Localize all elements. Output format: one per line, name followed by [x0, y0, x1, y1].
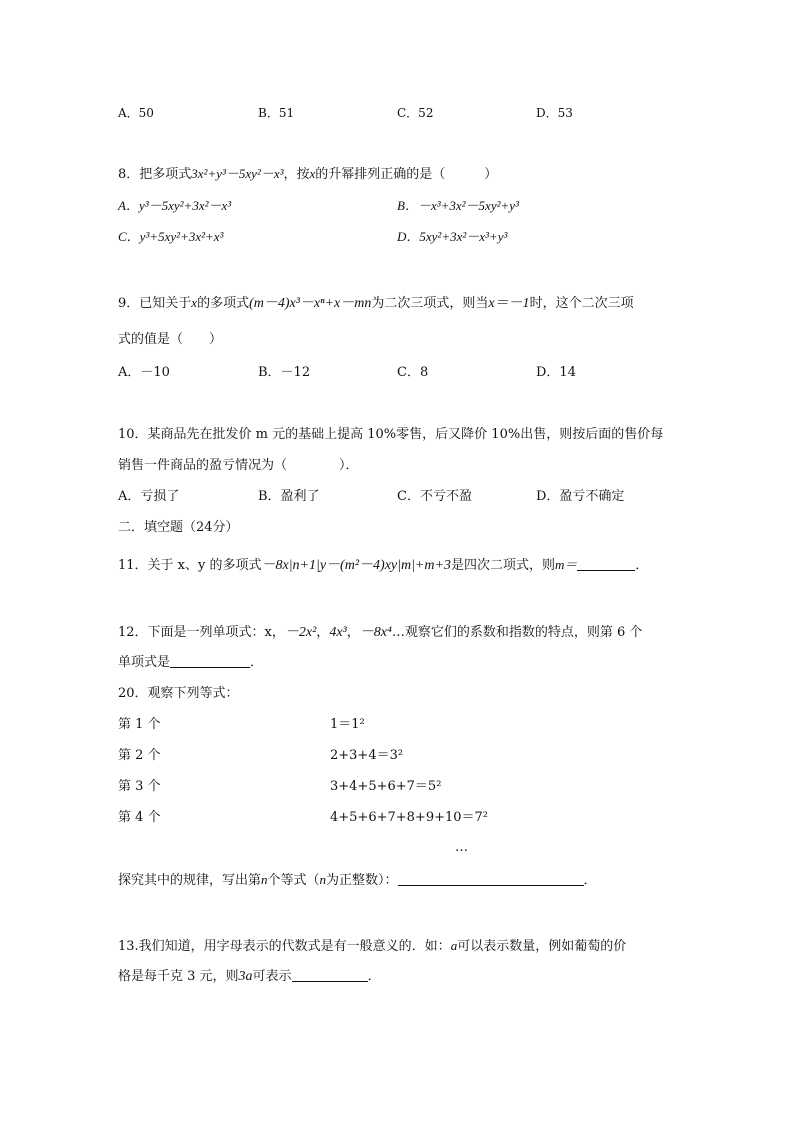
q9-condition: x＝－1 — [488, 296, 530, 311]
q10-stem-line2: 销售一件商品的盈亏情况为（ ）． — [118, 458, 359, 473]
q9-option-d: D．14 — [536, 365, 576, 380]
q13-stem-line1: 13.我们知道，用字母表示的代数式是有一般意义的．如：a可以表示数量，例如葡萄的价 — [118, 938, 627, 954]
q20-answer-blank[interactable] — [398, 873, 584, 886]
section-title-fill-in: 二．填空题（24分） — [118, 520, 239, 535]
q12-stem-line1: 12．下面是一列单项式：x，－2x²，4x³，－8x⁴…观察它们的系数和指数的特点，则第 6 个 — [118, 625, 643, 640]
q8-option-b: B．－x³+3x²－5xy²+y³ — [397, 198, 519, 213]
q10-option-d: D．盈亏不确定 — [536, 489, 625, 504]
q9-polynomial: (m－4)x³－xⁿ+x－mn — [249, 296, 372, 311]
q9-stem-line2: 式的值是（ ） — [118, 332, 223, 347]
q9-stem-line1: 9．已知关于x的多项式(m－4)x³－xⁿ+x－mn为二次三项式，则当x＝－1时，这个二次三项 — [118, 295, 634, 311]
q20-title: 20．观察下列等式： — [118, 686, 239, 701]
q9-option-b: B．－12 — [258, 365, 311, 380]
q8-stem: 8．把多项式3x²+y³－5xy²－x³，按x的升幂排列正确的是（ ） — [118, 166, 498, 182]
q13-stem-line2: 格是每千克 3 元，则3a可表示 ． — [118, 969, 381, 984]
q13-answer-blank[interactable] — [292, 969, 368, 982]
q11-stem: 11．关于 x、y 的多项式－8x|n+1|y－(m²－4)xy|m|+m+3是四次二项式，则m＝ ． — [118, 557, 649, 573]
q11-polynomial: －8x|n+1|y－(m²－4)xy|m|+m+3 — [261, 558, 451, 573]
q20-row-equation: 4+5+6+7+8+9+10＝7² — [330, 810, 489, 825]
q10-option-a: A．亏损了 — [118, 489, 180, 504]
q9-option-c: C．8 — [397, 365, 429, 380]
q8-option-a: A．y³－5xy²+3x²－x³ — [118, 198, 232, 213]
q20-row-equation: 2+3+4＝3² — [330, 748, 404, 763]
q8-option-d: D．5xy²+3x²－x³+y³ — [397, 229, 508, 244]
q20-explore: 探究其中的规律，写出第n个等式（n为正整数）： ． — [118, 872, 597, 888]
q11-answer-blank[interactable] — [577, 558, 635, 571]
q7-option-b: B．51 — [258, 106, 295, 120]
q10-stem-line1: 10．某商品先在批发价 m 元的基础上提高 10%零售，后又降价 10%出售，则按后面的售价每 — [118, 427, 664, 442]
q12-answer-blank[interactable] — [170, 655, 250, 668]
q20-row-equation: 1＝1² — [330, 717, 365, 732]
q12-stem-line2: 单项式是 ． — [118, 655, 264, 670]
q20-row-equation: 3+4+5+6+7＝5² — [330, 779, 442, 794]
q10-option-b: B．盈利了 — [258, 489, 320, 504]
q20-ellipsis: … — [455, 840, 468, 855]
q9-option-a: A．－10 — [118, 365, 170, 380]
q20-row-label: 第 1 个 — [118, 717, 161, 732]
q8-polynomial: 3x²+y³－5xy²－x³ — [191, 166, 284, 181]
q7-option-c: C．52 — [397, 106, 434, 120]
q10-option-c: C．不亏不盈 — [397, 489, 472, 504]
q20-row-label: 第 3 个 — [118, 779, 161, 794]
q8-option-c: C．y³+5xy²+3x²+x³ — [118, 229, 224, 244]
q20-row-label: 第 2 个 — [118, 748, 161, 763]
q7-option-d: D．53 — [536, 106, 573, 120]
q7-option-a: A．50 — [118, 106, 154, 120]
q20-row-label: 第 4 个 — [118, 810, 161, 825]
